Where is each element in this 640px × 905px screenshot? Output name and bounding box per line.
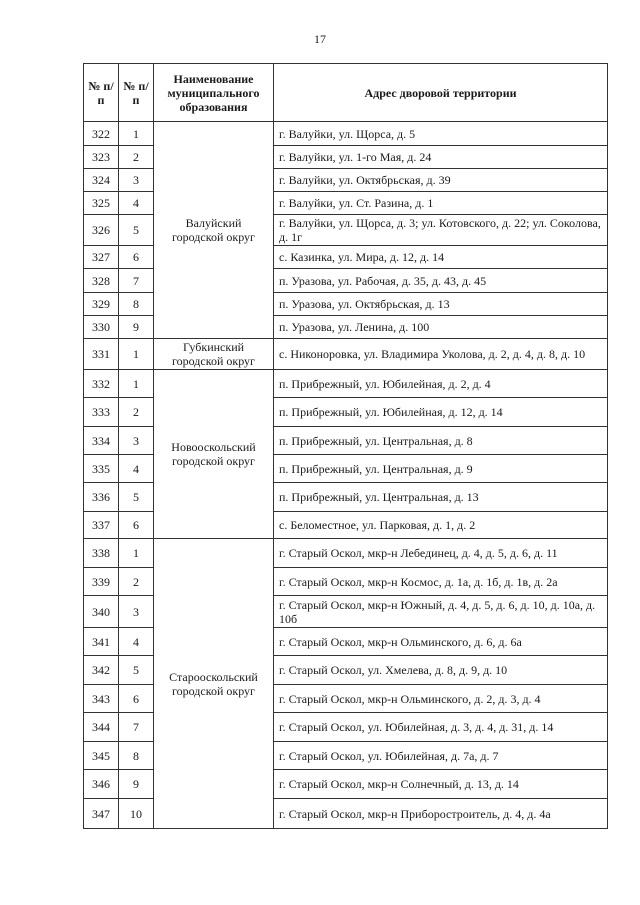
row-number: 329 — [84, 293, 119, 316]
address-cell: п. Уразова, ул. Октябрьская, д. 13 — [274, 293, 608, 316]
row-number: 346 — [84, 770, 119, 799]
address-cell: г. Старый Оскол, мкр-н Ольминского, д. 6, д. 6а — [274, 628, 608, 656]
row-number: 344 — [84, 713, 119, 742]
row-sub-number: 9 — [119, 770, 154, 799]
address-cell: г. Старый Оскол, ул. Юбилейная, д. 7а, д. 7 — [274, 742, 608, 770]
row-sub-number: 2 — [119, 568, 154, 596]
row-number: 343 — [84, 685, 119, 713]
row-number: 331 — [84, 339, 119, 370]
address-cell: г. Валуйки, ул. 1-го Мая, д. 24 — [274, 146, 608, 169]
row-sub-number: 2 — [119, 398, 154, 427]
row-sub-number: 2 — [119, 146, 154, 169]
address-table — [83, 63, 608, 829]
address-cell: с. Казинка, ул. Мира, д. 12, д. 14 — [274, 246, 608, 269]
row-number: 324 — [84, 169, 119, 192]
row-sub-number: 1 — [119, 122, 154, 146]
address-cell: п. Прибрежный, ул. Центральная, д. 9 — [274, 455, 608, 483]
address-cell: г. Валуйки, ул. Щорса, д. 3; ул. Котовского, д. 22; ул. Соколова, д. 1г — [274, 215, 608, 246]
address-cell: п. Прибрежный, ул. Юбилейная, д. 2, д. 4 — [274, 370, 608, 398]
header-num: № п/п — [84, 64, 119, 122]
row-number: 327 — [84, 246, 119, 269]
row-sub-number: 9 — [119, 316, 154, 339]
row-sub-number: 1 — [119, 539, 154, 568]
row-number: 345 — [84, 742, 119, 770]
row-sub-number: 4 — [119, 455, 154, 483]
address-cell: г. Старый Оскол, мкр-н Лебединец, д. 4, д. 5, д. 6, д. 11 — [274, 539, 608, 568]
row-sub-number: 3 — [119, 169, 154, 192]
table-row — [84, 339, 608, 370]
address-cell: п. Прибрежный, ул. Центральная, д. 8 — [274, 427, 608, 455]
row-sub-number: 5 — [119, 483, 154, 512]
row-sub-number: 3 — [119, 427, 154, 455]
table-header-row — [84, 64, 608, 122]
row-sub-number: 1 — [119, 370, 154, 398]
row-number: 338 — [84, 539, 119, 568]
row-number: 339 — [84, 568, 119, 596]
address-cell: г. Валуйки, ул. Октябрьская, д. 39 — [274, 169, 608, 192]
address-cell: п. Прибрежный, ул. Юбилейная, д. 12, д. 14 — [274, 398, 608, 427]
row-sub-number: 1 — [119, 339, 154, 370]
municipality-name: Новооскольский городской округ — [154, 370, 274, 539]
row-sub-number: 5 — [119, 215, 154, 246]
table-row — [84, 122, 608, 146]
row-number: 341 — [84, 628, 119, 656]
row-number: 325 — [84, 192, 119, 215]
row-number: 332 — [84, 370, 119, 398]
row-number: 323 — [84, 146, 119, 169]
address-cell: п. Уразова, ул. Рабочая, д. 35, д. 43, д. 45 — [274, 269, 608, 293]
row-number: 340 — [84, 596, 119, 628]
page-number: 17 — [314, 32, 326, 46]
row-number: 336 — [84, 483, 119, 512]
address-cell: г. Старый Оскол, мкр-н Космос, д. 1а, д. 1б, д. 1в, д. 2а — [274, 568, 608, 596]
row-sub-number: 8 — [119, 293, 154, 316]
municipality-name: Валуйский городской округ — [154, 122, 274, 339]
header-municipality: Наименование муниципального образования — [154, 64, 274, 122]
header-sub-num: № п/п — [119, 64, 154, 122]
row-sub-number: 4 — [119, 192, 154, 215]
row-number: 328 — [84, 269, 119, 293]
municipality-name: Старооскольский городской округ — [154, 539, 274, 829]
address-cell: г. Валуйки, ул. Ст. Разина, д. 1 — [274, 192, 608, 215]
row-number: 337 — [84, 512, 119, 539]
row-number: 342 — [84, 656, 119, 685]
row-number: 326 — [84, 215, 119, 246]
row-number: 334 — [84, 427, 119, 455]
row-number: 333 — [84, 398, 119, 427]
row-sub-number: 5 — [119, 656, 154, 685]
row-sub-number: 7 — [119, 713, 154, 742]
address-cell: г. Старый Оскол, мкр-н Ольминского, д. 2, д. 3, д. 4 — [274, 685, 608, 713]
address-cell: г. Старый Оскол, мкр-н Южный, д. 4, д. 5, д. 6, д. 10, д. 10а, д. 10б — [274, 596, 608, 628]
address-cell: г. Валуйки, ул. Щорса, д. 5 — [274, 122, 608, 146]
row-sub-number: 6 — [119, 685, 154, 713]
row-number: 335 — [84, 455, 119, 483]
row-sub-number: 3 — [119, 596, 154, 628]
address-cell: п. Уразова, ул. Ленина, д. 100 — [274, 316, 608, 339]
address-cell: г. Старый Оскол, ул. Юбилейная, д. 3, д. 4, д. 31, д. 14 — [274, 713, 608, 742]
address-cell: г. Старый Оскол, мкр-н Солнечный, д. 13, д. 14 — [274, 770, 608, 799]
row-sub-number: 6 — [119, 246, 154, 269]
municipality-name: Губкинский городской округ — [154, 339, 274, 370]
table-body — [84, 122, 608, 829]
row-number: 322 — [84, 122, 119, 146]
address-cell: г. Старый Оскол, мкр-н Приборостроитель, д. 4, д. 4а — [274, 799, 608, 829]
row-sub-number: 7 — [119, 269, 154, 293]
address-cell: п. Прибрежный, ул. Центральная, д. 13 — [274, 483, 608, 512]
row-number: 330 — [84, 316, 119, 339]
header-address: Адрес дворовой территории — [274, 64, 608, 122]
row-sub-number: 4 — [119, 628, 154, 656]
address-cell: с. Беломестное, ул. Парковая, д. 1, д. 2 — [274, 512, 608, 539]
table-row — [84, 370, 608, 398]
address-cell: с. Никоноровка, ул. Владимира Уколова, д. 2, д. 4, д. 8, д. 10 — [274, 339, 608, 370]
row-sub-number: 8 — [119, 742, 154, 770]
address-cell: г. Старый Оскол, ул. Хмелева, д. 8, д. 9, д. 10 — [274, 656, 608, 685]
row-sub-number: 6 — [119, 512, 154, 539]
row-sub-number: 10 — [119, 799, 154, 829]
row-number: 347 — [84, 799, 119, 829]
table-row — [84, 539, 608, 568]
